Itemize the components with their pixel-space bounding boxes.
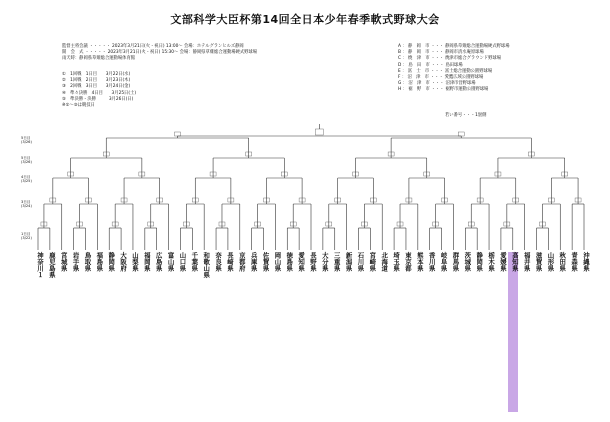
team-name: 山梨県 [130,252,139,272]
team-name: 愛媛県 [498,252,507,272]
team-name: 長崎県 [225,252,234,272]
round-label-text: 4日目 [21,175,31,179]
team-name: 滋賀県 [534,252,543,272]
round-label-text: 5日目 [21,156,31,160]
team-name: 奈良県 [214,252,223,272]
team-name: 埼玉県 [392,252,401,272]
team-name: 和歌山県 [202,252,211,278]
team-name: 福島県 [95,252,104,272]
venues-line: H ： 裾 野 市 ・・・ 裾野市運動公園野球場 [398,87,489,93]
venues-line: E ： 富 士 市 ・・・ 富士総合運動公園野球場 [398,68,493,74]
venues-line: G ： 沼 津 市 ・・・ 沼津市営野球場 [398,81,476,87]
team-name: 岐阜県 [439,252,448,272]
team-name: 福岡県 [142,252,151,272]
team-name: 東京都 [403,252,412,272]
header_left-line: 開 会 式 ・・・・・ 2023年3月21日(火・祝日) 15:30〜 会場：静岡県草薙総合運動場硬式野球場 [62,50,258,56]
team-name: 岡山県 [273,252,282,272]
team-name: 青森県 [570,252,579,272]
team-name: 静岡県 [475,252,484,272]
team-name: 宮崎県 [368,252,377,272]
team-name: 兵庫県 [249,252,258,272]
team-name: 茨城県 [463,252,472,272]
team-name: 熊本県 [415,252,424,272]
round-label-text: 1日目 [21,232,31,236]
team-name: 新潟県 [344,252,353,272]
team-name: 鹿児島県 [47,252,56,278]
round-label-text: (3/22) [21,236,32,241]
header_left-line: 監督主将会議 ・・・・・ 2023年3月21日(火・祝日) 13:00〜 会場：ホテルグランヒルズ静岡 [62,44,244,49]
team-name: 千葉県 [190,252,199,272]
team-name: 沖縄県 [582,252,590,272]
team-name: 神奈川１ [36,252,44,278]
team-name: 福井県 [522,252,531,272]
round-label-text: 3日目 [21,200,31,204]
round-label [21,200,32,209]
round-label-text: (3/26) [21,160,32,165]
team-name: 高知県 [508,252,518,412]
round-label [21,136,32,145]
schedule-line: ③ 2回戦 3日目 3月24日(金) [62,84,131,90]
team-name: 石川県 [356,252,365,272]
team-name: 香川県 [427,252,436,272]
schedule-line: ⑤ 準決勝・決勝 3月26日(日) [62,96,134,102]
team-name: 大分県 [320,252,329,272]
venues-line: F ： 沼 津 市 ・・・ 愛鷹広域公園野球場 [398,74,484,80]
round-label [21,232,32,241]
round-label-text: (3/25) [21,179,32,184]
team-name: 栃木県 [487,252,496,272]
schedule-line: ① 1回戦 1日目 3月22日(水) [62,72,131,77]
page-title: 文部科学大臣杯第14回全日本少年春季軟式野球大会 [170,13,440,26]
team-name: 富山県 [166,252,175,272]
team-name: 鳥取県 [83,252,92,272]
round-label-text: 5日目 [21,136,31,140]
team-name: 三重県 [332,252,341,272]
venues-line: D ： 島 田 市 ・・・ 島田球場 [398,62,463,68]
team-name: 広島県 [154,252,163,272]
venues-line: C ： 焼 津 市 ・・・ 焼津市総合グラウンド野球場 [398,56,501,62]
team-name: 岩手県 [71,252,80,272]
match-box [174,132,180,136]
round-label [21,156,32,165]
schedule-line: ② 1回戦 2日目 3月23日(木) [62,78,131,84]
team-name: 群馬県 [451,252,460,272]
team-name: 静岡県 [107,252,116,272]
team-name: 愛知県 [297,252,306,272]
team-name: 宮城県 [59,252,68,272]
venues-line: B ： 静 岡 市 ・・・ 静岡市清水庵原球場 [398,50,484,56]
round-label-text: (3/26) [21,140,32,145]
header_left-line: 雨天時：静岡県草薙総合運動場体育館 [62,56,136,62]
team-name: 長野県 [309,252,317,272]
match-box [315,129,323,135]
team-name: 徳島県 [285,252,294,272]
team-name: 京都府 [237,252,246,272]
team-name: 山形県 [546,252,555,272]
team-name: 大阪府 [119,252,128,272]
team-name: 山口県 [178,252,187,272]
venues-line: A ： 静 岡 市 ・・・ 静岡県草薙総合運動場硬式野球場 [398,44,510,49]
round-label [21,175,32,184]
team-name: 北海道 [380,252,389,272]
schedule-line: ※①〜⑤は競技日 [62,102,95,108]
round-label-text: (3/24) [21,204,32,209]
side-note: 若い番号・・・1塁側 [445,113,487,118]
team-name: 佐賀県 [261,252,270,272]
schedule-line: ④ 準々決勝 4日目 3月25日(土) [62,90,136,96]
match-box [458,132,464,136]
team-name: 秋田県 [558,252,567,272]
